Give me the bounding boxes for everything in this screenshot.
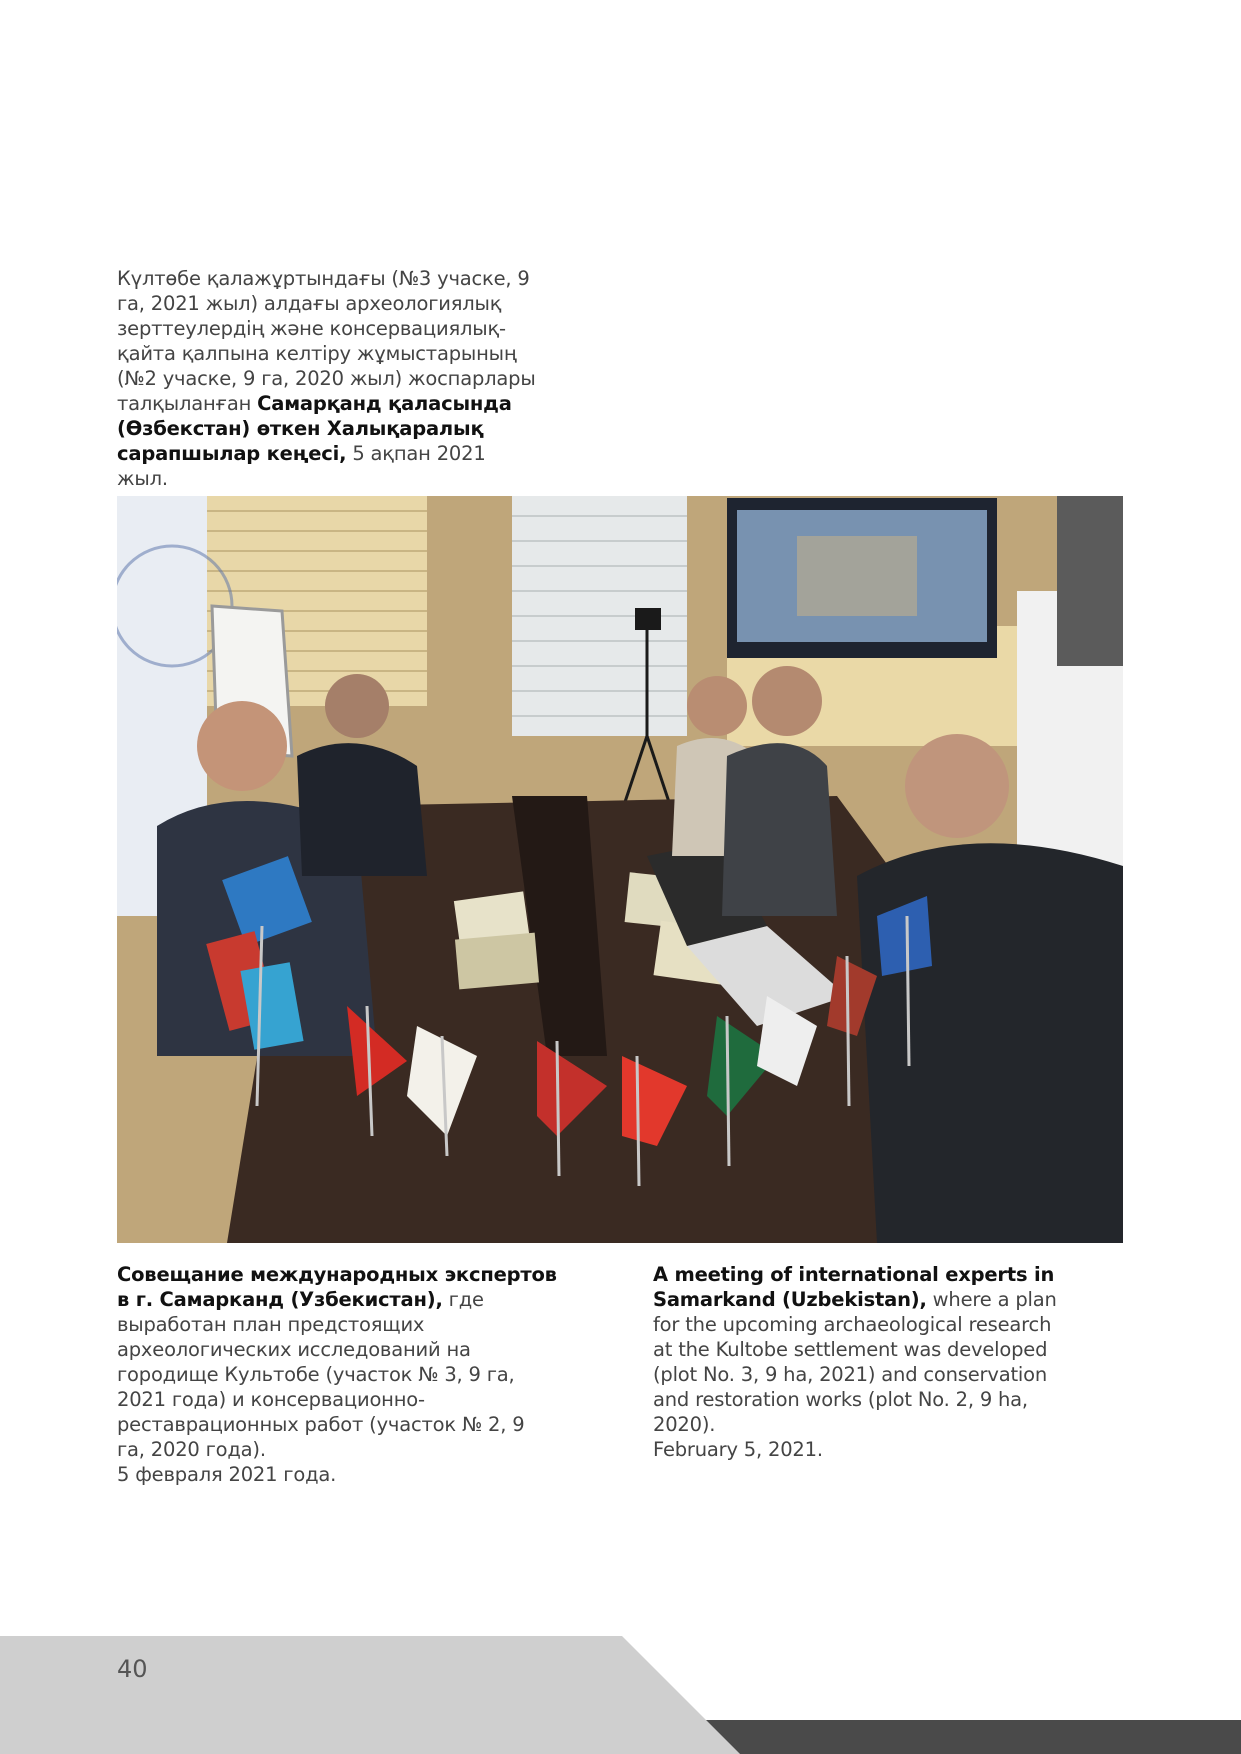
page-number: 40 [117, 1655, 148, 1683]
caption-kazakh-intro: Күлтөбе қалажұртындағы (№3 учаске, 9 га, 2021 жыл) алдағы археологиялық зерттеулердің және консервациялық-қайта қалпына келтіру жұмыстарының (№2 учаске, 9 га, 2020 жыл) жоспарлары талқыланған [117, 267, 536, 415]
caption-russian [117, 1262, 557, 1487]
footer-dark-band [706, 1720, 1241, 1754]
caption-kazakh-date: 5 ақпан 2021 жыл. [117, 442, 486, 490]
caption-english-date: February 5, 2021. [653, 1438, 823, 1461]
caption-kazakh-bold: Самарқанд қаласында (Өзбекстан) өткен Халықаралық сарапшылар кеңесі, [117, 392, 512, 465]
caption-english-body: where a plan for the upcoming archaeological research at the Kultobe settlement was developed (plot No. 3, 9 ha, 2021) and conservation and restoration works (plot No. 2, 9 ha, 2020). [653, 1288, 1057, 1436]
caption-kazakh [117, 266, 537, 491]
meeting-photo [117, 496, 1123, 1243]
caption-english [653, 1262, 1073, 1462]
caption-english-bold: A meeting of international experts in Samarkand (Uzbekistan), [653, 1263, 1055, 1311]
caption-russian-bold: Совещание международных экспертов в г. Самарканд (Узбекистан), [117, 1263, 557, 1311]
caption-russian-body: где выработан план предстоящих археологических исследований на городище Культобе (участок № 3, 9 га, 2021 года) и консервационно-реставрационных работ (участок № 2, 9 га, 2020 года). [117, 1288, 525, 1461]
footer-band [0, 1636, 1241, 1754]
caption-russian-date: 5 февраля 2021 года. [117, 1463, 337, 1486]
footer-light-band [0, 1636, 740, 1754]
